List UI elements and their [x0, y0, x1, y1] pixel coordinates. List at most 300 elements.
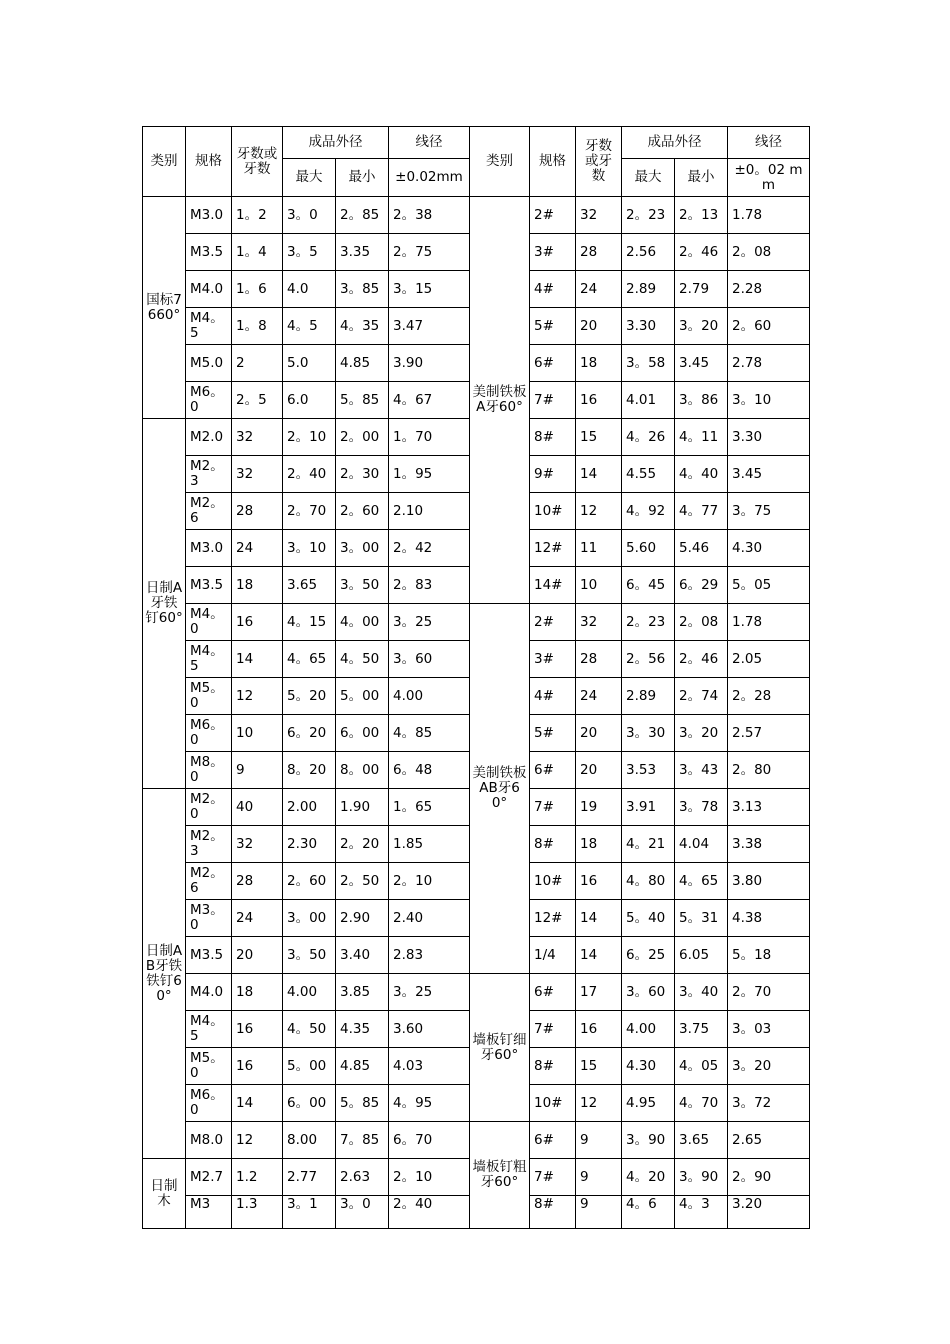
- max-cell-left: 3。1: [283, 1196, 336, 1229]
- teeth-cell-right: 11: [576, 530, 622, 567]
- spec-cell-right: 8#: [530, 1196, 576, 1229]
- min-cell-right: 5.46: [675, 530, 728, 567]
- max-cell-right: 4。92: [622, 493, 675, 530]
- teeth-cell-left: 16: [232, 1011, 283, 1048]
- max-cell-left: 4。50: [283, 1011, 336, 1048]
- spec-cell-right: 5#: [530, 715, 576, 752]
- max-cell-right: 6。25: [622, 937, 675, 974]
- teeth-cell-left: 10: [232, 715, 283, 752]
- category-left: 日制A牙铁钉60°: [143, 419, 186, 789]
- spec-cell-left: M3.5: [186, 937, 232, 974]
- min-cell-left: 2。50: [336, 863, 389, 900]
- spec-cell-left: M2。3: [186, 456, 232, 493]
- category-right: 墙板钉粗牙60°: [470, 1122, 530, 1229]
- min-cell-right: 3.45: [675, 345, 728, 382]
- teeth-cell-left: 12: [232, 678, 283, 715]
- header-teeth-left: 牙数或牙数: [232, 127, 283, 197]
- wire-cell-right: 3。20: [728, 1048, 810, 1085]
- teeth-cell-right: 20: [576, 715, 622, 752]
- wire-cell-right: 2.65: [728, 1122, 810, 1159]
- spec-cell-right: 9#: [530, 456, 576, 493]
- teeth-cell-right: 19: [576, 789, 622, 826]
- category-left: 日制木: [143, 1159, 186, 1229]
- wire-cell-right: 3。03: [728, 1011, 810, 1048]
- spec-cell-left: M3.5: [186, 234, 232, 271]
- table-row: [143, 974, 810, 1011]
- spec-cell-right: 4#: [530, 678, 576, 715]
- min-cell-left: 5。85: [336, 382, 389, 419]
- max-cell-left: 4。15: [283, 604, 336, 641]
- spec-cell-left: M8.0: [186, 1122, 232, 1159]
- teeth-cell-right: 18: [576, 826, 622, 863]
- teeth-cell-left: 24: [232, 530, 283, 567]
- max-cell-right: 3.30: [622, 308, 675, 345]
- max-cell-right: 4。21: [622, 826, 675, 863]
- wire-cell-left: 6。48: [389, 752, 470, 789]
- spec-cell-right: 10#: [530, 493, 576, 530]
- wire-cell-right: 4.30: [728, 530, 810, 567]
- category-right: 墙板钉细牙60°: [470, 974, 530, 1122]
- teeth-cell-right: 18: [576, 345, 622, 382]
- spec-cell-left: M4。0: [186, 604, 232, 641]
- teeth-cell-right: 28: [576, 234, 622, 271]
- max-cell-right: 4.30: [622, 1048, 675, 1085]
- header-max-left: 最大: [283, 159, 336, 197]
- spec-cell-left: M6。0: [186, 715, 232, 752]
- wire-cell-right: 2。60: [728, 308, 810, 345]
- spec-cell-left: M4.0: [186, 271, 232, 308]
- teeth-cell-left: 1.3: [232, 1196, 283, 1229]
- spec-cell-right: 6#: [530, 345, 576, 382]
- max-cell-left: 4.0: [283, 271, 336, 308]
- teeth-cell-right: 24: [576, 678, 622, 715]
- teeth-cell-left: 32: [232, 419, 283, 456]
- wire-cell-left: 3。25: [389, 604, 470, 641]
- wire-cell-left: 4。85: [389, 715, 470, 752]
- spec-cell-right: 7#: [530, 1159, 576, 1196]
- spec-cell-right: 8#: [530, 419, 576, 456]
- spec-cell-left: M3.5: [186, 567, 232, 604]
- spec-cell-left: M2。6: [186, 863, 232, 900]
- min-cell-right: 2.79: [675, 271, 728, 308]
- max-cell-right: 4。20: [622, 1159, 675, 1196]
- max-cell-right: 3。60: [622, 974, 675, 1011]
- min-cell-left: 4.35: [336, 1011, 389, 1048]
- min-cell-left: 3。85: [336, 271, 389, 308]
- spec-cell-right: 7#: [530, 382, 576, 419]
- teeth-cell-right: 14: [576, 937, 622, 974]
- wire-cell-right: 2。08: [728, 234, 810, 271]
- teeth-cell-right: 12: [576, 493, 622, 530]
- max-cell-left: 3.65: [283, 567, 336, 604]
- teeth-cell-right: 9: [576, 1122, 622, 1159]
- min-cell-left: 5。00: [336, 678, 389, 715]
- max-cell-left: 8.00: [283, 1122, 336, 1159]
- teeth-cell-left: 28: [232, 493, 283, 530]
- wire-cell-right: 5。18: [728, 937, 810, 974]
- wire-cell-right: 3.45: [728, 456, 810, 493]
- header-min-left: 最小: [336, 159, 389, 197]
- max-cell-left: 6.0: [283, 382, 336, 419]
- spec-cell-right: 6#: [530, 974, 576, 1011]
- min-cell-right: 4。65: [675, 863, 728, 900]
- spec-cell-right: 2#: [530, 604, 576, 641]
- max-cell-left: 8。20: [283, 752, 336, 789]
- category-right: 美制铁板AB牙60°: [470, 604, 530, 974]
- min-cell-right: 4。05: [675, 1048, 728, 1085]
- spec-cell-left: M5。0: [186, 678, 232, 715]
- teeth-cell-left: 24: [232, 900, 283, 937]
- max-cell-right: 5。40: [622, 900, 675, 937]
- max-cell-left: 5.0: [283, 345, 336, 382]
- spec-cell-left: M8。0: [186, 752, 232, 789]
- spec-cell-left: M6。0: [186, 382, 232, 419]
- max-cell-right: 2.56: [622, 234, 675, 271]
- max-cell-right: 4.01: [622, 382, 675, 419]
- min-cell-left: 2。85: [336, 197, 389, 234]
- wire-cell-left: 1。65: [389, 789, 470, 826]
- min-cell-right: 6。29: [675, 567, 728, 604]
- teeth-cell-left: 18: [232, 567, 283, 604]
- wire-cell-left: 3.60: [389, 1011, 470, 1048]
- spec-cell-right: 12#: [530, 530, 576, 567]
- max-cell-left: 4。5: [283, 308, 336, 345]
- spec-cell-right: 10#: [530, 1085, 576, 1122]
- wire-cell-left: 2.40: [389, 900, 470, 937]
- wire-cell-left: 4。95: [389, 1085, 470, 1122]
- header-teeth-right: 牙数或牙数: [576, 127, 622, 197]
- teeth-cell-right: 16: [576, 1011, 622, 1048]
- min-cell-right: 3。40: [675, 974, 728, 1011]
- wire-cell-left: 4。67: [389, 382, 470, 419]
- min-cell-right: 2。74: [675, 678, 728, 715]
- max-cell-right: 2.89: [622, 271, 675, 308]
- max-cell-right: 2。23: [622, 197, 675, 234]
- wire-cell-left: 2.10: [389, 493, 470, 530]
- wire-cell-left: 2。40: [389, 1196, 470, 1229]
- header-od-left: 成品外径: [283, 127, 389, 159]
- header-category-right: 类别: [470, 127, 530, 197]
- header-od-right: 成品外径: [622, 127, 728, 159]
- wire-cell-right: 2.28: [728, 271, 810, 308]
- wire-cell-left: 3.47: [389, 308, 470, 345]
- spec-cell-right: 5#: [530, 308, 576, 345]
- wire-cell-right: 3.80: [728, 863, 810, 900]
- max-cell-right: 3。90: [622, 1122, 675, 1159]
- header-category-left: 类别: [143, 127, 186, 197]
- spec-cell-left: M4。5: [186, 308, 232, 345]
- min-cell-right: 3.75: [675, 1011, 728, 1048]
- wire-cell-right: 2.78: [728, 345, 810, 382]
- header-row-1: [143, 127, 810, 159]
- teeth-cell-right: 15: [576, 1048, 622, 1085]
- wire-cell-right: 2。80: [728, 752, 810, 789]
- thread-spec-table: [142, 126, 810, 1229]
- max-cell-right: 6。45: [622, 567, 675, 604]
- wire-cell-left: 2。75: [389, 234, 470, 271]
- min-cell-right: 3。86: [675, 382, 728, 419]
- max-cell-left: 4.00: [283, 974, 336, 1011]
- spec-cell-right: 8#: [530, 826, 576, 863]
- min-cell-right: 2。13: [675, 197, 728, 234]
- min-cell-right: 3。90: [675, 1159, 728, 1196]
- min-cell-left: 3.35: [336, 234, 389, 271]
- teeth-cell-right: 14: [576, 900, 622, 937]
- max-cell-left: 6。00: [283, 1085, 336, 1122]
- max-cell-left: 2.30: [283, 826, 336, 863]
- min-cell-left: 4.85: [336, 1048, 389, 1085]
- spec-cell-left: M3.0: [186, 530, 232, 567]
- spec-cell-right: 14#: [530, 567, 576, 604]
- min-cell-right: 4.04: [675, 826, 728, 863]
- teeth-cell-left: 32: [232, 826, 283, 863]
- teeth-cell-right: 17: [576, 974, 622, 1011]
- min-cell-right: 3。20: [675, 308, 728, 345]
- wire-cell-left: 2.83: [389, 937, 470, 974]
- spec-cell-left: M2.0: [186, 419, 232, 456]
- teeth-cell-left: 40: [232, 789, 283, 826]
- max-cell-left: 2。60: [283, 863, 336, 900]
- max-cell-left: 2。40: [283, 456, 336, 493]
- wire-cell-left: 6。70: [389, 1122, 470, 1159]
- spec-cell-left: M3。0: [186, 900, 232, 937]
- min-cell-right: 4。3: [675, 1196, 728, 1229]
- wire-cell-right: 3。75: [728, 493, 810, 530]
- spec-cell-left: M2。3: [186, 826, 232, 863]
- min-cell-right: 4。11: [675, 419, 728, 456]
- wire-cell-left: 3。15: [389, 271, 470, 308]
- min-cell-right: 2。46: [675, 234, 728, 271]
- teeth-cell-left: 28: [232, 863, 283, 900]
- max-cell-right: 3。58: [622, 345, 675, 382]
- max-cell-right: 4.55: [622, 456, 675, 493]
- max-cell-left: 2.00: [283, 789, 336, 826]
- spec-cell-right: 3#: [530, 641, 576, 678]
- min-cell-right: 5。31: [675, 900, 728, 937]
- wire-cell-left: 2。42: [389, 530, 470, 567]
- spec-cell-left: M2.7: [186, 1159, 232, 1196]
- header-wire-left: 线径: [389, 127, 470, 159]
- spec-cell-right: 8#: [530, 1048, 576, 1085]
- teeth-cell-left: 1。4: [232, 234, 283, 271]
- wire-cell-right: 3.13: [728, 789, 810, 826]
- max-cell-right: 4。26: [622, 419, 675, 456]
- wire-cell-right: 1.78: [728, 604, 810, 641]
- max-cell-left: 2。10: [283, 419, 336, 456]
- table-row: [143, 197, 810, 234]
- min-cell-left: 2.63: [336, 1159, 389, 1196]
- teeth-cell-left: 12: [232, 1122, 283, 1159]
- wire-cell-right: 3。72: [728, 1085, 810, 1122]
- header-tolerance-left: ±0.02mm: [389, 159, 470, 197]
- teeth-cell-left: 14: [232, 1085, 283, 1122]
- min-cell-right: 4。40: [675, 456, 728, 493]
- min-cell-left: 2。30: [336, 456, 389, 493]
- min-cell-left: 5。85: [336, 1085, 389, 1122]
- wire-cell-left: 2。10: [389, 863, 470, 900]
- spec-cell-right: 6#: [530, 1122, 576, 1159]
- wire-cell-right: 3.38: [728, 826, 810, 863]
- wire-cell-right: 3.30: [728, 419, 810, 456]
- teeth-cell-right: 15: [576, 419, 622, 456]
- spec-cell-left: M2。0: [186, 789, 232, 826]
- max-cell-left: 2。70: [283, 493, 336, 530]
- spec-cell-right: 10#: [530, 863, 576, 900]
- spec-cell-left: M3: [186, 1196, 232, 1229]
- spec-cell-right: 4#: [530, 271, 576, 308]
- header-min-right: 最小: [675, 159, 728, 197]
- teeth-cell-right: 10: [576, 567, 622, 604]
- spec-cell-left: M3.0: [186, 197, 232, 234]
- wire-cell-left: 3。60: [389, 641, 470, 678]
- wire-cell-left: 4.03: [389, 1048, 470, 1085]
- spec-cell-left: M6。0: [186, 1085, 232, 1122]
- max-cell-left: 4。65: [283, 641, 336, 678]
- wire-cell-left: 2。38: [389, 197, 470, 234]
- wire-cell-right: 2。28: [728, 678, 810, 715]
- min-cell-left: 3.85: [336, 974, 389, 1011]
- wire-cell-right: 4.38: [728, 900, 810, 937]
- min-cell-right: 4。70: [675, 1085, 728, 1122]
- min-cell-right: 4。77: [675, 493, 728, 530]
- wire-cell-right: 3.20: [728, 1196, 810, 1229]
- teeth-cell-right: 28: [576, 641, 622, 678]
- teeth-cell-right: 12: [576, 1085, 622, 1122]
- wire-cell-left: 1。95: [389, 456, 470, 493]
- max-cell-left: 3。0: [283, 197, 336, 234]
- table-row: [143, 1122, 810, 1159]
- min-cell-right: 2。08: [675, 604, 728, 641]
- wire-cell-left: 2。10: [389, 1159, 470, 1196]
- teeth-cell-left: 1。6: [232, 271, 283, 308]
- min-cell-left: 3.40: [336, 937, 389, 974]
- max-cell-left: 3。00: [283, 900, 336, 937]
- max-cell-left: 3。5: [283, 234, 336, 271]
- max-cell-right: 3。30: [622, 715, 675, 752]
- min-cell-left: 8。00: [336, 752, 389, 789]
- max-cell-left: 5。20: [283, 678, 336, 715]
- spec-cell-right: 2#: [530, 197, 576, 234]
- wire-cell-right: 3。10: [728, 382, 810, 419]
- wire-cell-left: 3。25: [389, 974, 470, 1011]
- table-body: [143, 127, 810, 1229]
- min-cell-right: 3。20: [675, 715, 728, 752]
- min-cell-left: 2。60: [336, 493, 389, 530]
- wire-cell-right: 5。05: [728, 567, 810, 604]
- wire-cell-left: 2。83: [389, 567, 470, 604]
- teeth-cell-left: 16: [232, 1048, 283, 1085]
- teeth-cell-right: 20: [576, 308, 622, 345]
- min-cell-left: 3。50: [336, 567, 389, 604]
- min-cell-left: 2.90: [336, 900, 389, 937]
- teeth-cell-right: 14: [576, 456, 622, 493]
- min-cell-left: 2。00: [336, 419, 389, 456]
- wire-cell-right: 2.57: [728, 715, 810, 752]
- teeth-cell-right: 16: [576, 863, 622, 900]
- min-cell-left: 6。00: [336, 715, 389, 752]
- min-cell-left: 3。0: [336, 1196, 389, 1229]
- teeth-cell-left: 9: [232, 752, 283, 789]
- max-cell-left: 5。00: [283, 1048, 336, 1085]
- spec-cell-right: 7#: [530, 789, 576, 826]
- wire-cell-right: 2。70: [728, 974, 810, 1011]
- category-right: 美制铁板A牙60°: [470, 197, 530, 604]
- teeth-cell-left: 1.2: [232, 1159, 283, 1196]
- teeth-cell-right: 9: [576, 1196, 622, 1229]
- spec-cell-left: M2。6: [186, 493, 232, 530]
- wire-cell-right: 2.05: [728, 641, 810, 678]
- spec-cell-right: 1/4: [530, 937, 576, 974]
- max-cell-left: 3。50: [283, 937, 336, 974]
- min-cell-right: 2。46: [675, 641, 728, 678]
- max-cell-right: 3.53: [622, 752, 675, 789]
- teeth-cell-left: 16: [232, 604, 283, 641]
- teeth-cell-left: 14: [232, 641, 283, 678]
- teeth-cell-right: 20: [576, 752, 622, 789]
- header-max-right: 最大: [622, 159, 675, 197]
- wire-cell-left: 1.85: [389, 826, 470, 863]
- spec-cell-right: 6#: [530, 752, 576, 789]
- min-cell-left: 4。50: [336, 641, 389, 678]
- spec-cell-left: M4。5: [186, 1011, 232, 1048]
- max-cell-right: 5.60: [622, 530, 675, 567]
- min-cell-right: 3。78: [675, 789, 728, 826]
- max-cell-right: 2。56: [622, 641, 675, 678]
- min-cell-left: 7。85: [336, 1122, 389, 1159]
- min-cell-left: 1.90: [336, 789, 389, 826]
- wire-cell-left: 1。70: [389, 419, 470, 456]
- min-cell-left: 4。00: [336, 604, 389, 641]
- header-spec-left: 规格: [186, 127, 232, 197]
- spec-cell-right: 3#: [530, 234, 576, 271]
- teeth-cell-right: 16: [576, 382, 622, 419]
- min-cell-right: 6.05: [675, 937, 728, 974]
- category-left: 国标7660°: [143, 197, 186, 419]
- max-cell-right: 3.91: [622, 789, 675, 826]
- max-cell-right: 4.95: [622, 1085, 675, 1122]
- teeth-cell-left: 1。2: [232, 197, 283, 234]
- max-cell-right: 4。6: [622, 1196, 675, 1229]
- spec-cell-left: M5。0: [186, 1048, 232, 1085]
- min-cell-left: 4。35: [336, 308, 389, 345]
- min-cell-right: 3。43: [675, 752, 728, 789]
- max-cell-left: 6。20: [283, 715, 336, 752]
- min-cell-left: 4.85: [336, 345, 389, 382]
- min-cell-right: 3.65: [675, 1122, 728, 1159]
- header-spec-right: 规格: [530, 127, 576, 197]
- teeth-cell-left: 2。5: [232, 382, 283, 419]
- teeth-cell-left: 18: [232, 974, 283, 1011]
- max-cell-right: 4。80: [622, 863, 675, 900]
- wire-cell-right: 1.78: [728, 197, 810, 234]
- min-cell-left: 2。20: [336, 826, 389, 863]
- spec-cell-left: M4。5: [186, 641, 232, 678]
- teeth-cell-left: 1。8: [232, 308, 283, 345]
- min-cell-left: 3。00: [336, 530, 389, 567]
- teeth-cell-right: 32: [576, 604, 622, 641]
- wire-cell-right: 2。90: [728, 1159, 810, 1196]
- spec-cell-left: M5.0: [186, 345, 232, 382]
- max-cell-right: 4.00: [622, 1011, 675, 1048]
- teeth-cell-right: 24: [576, 271, 622, 308]
- wire-cell-left: 4.00: [389, 678, 470, 715]
- teeth-cell-left: 32: [232, 456, 283, 493]
- max-cell-left: 2.77: [283, 1159, 336, 1196]
- spec-cell-right: 12#: [530, 900, 576, 937]
- header-wire-right: 线径: [728, 127, 810, 159]
- wire-cell-left: 3.90: [389, 345, 470, 382]
- teeth-cell-left: 2: [232, 345, 283, 382]
